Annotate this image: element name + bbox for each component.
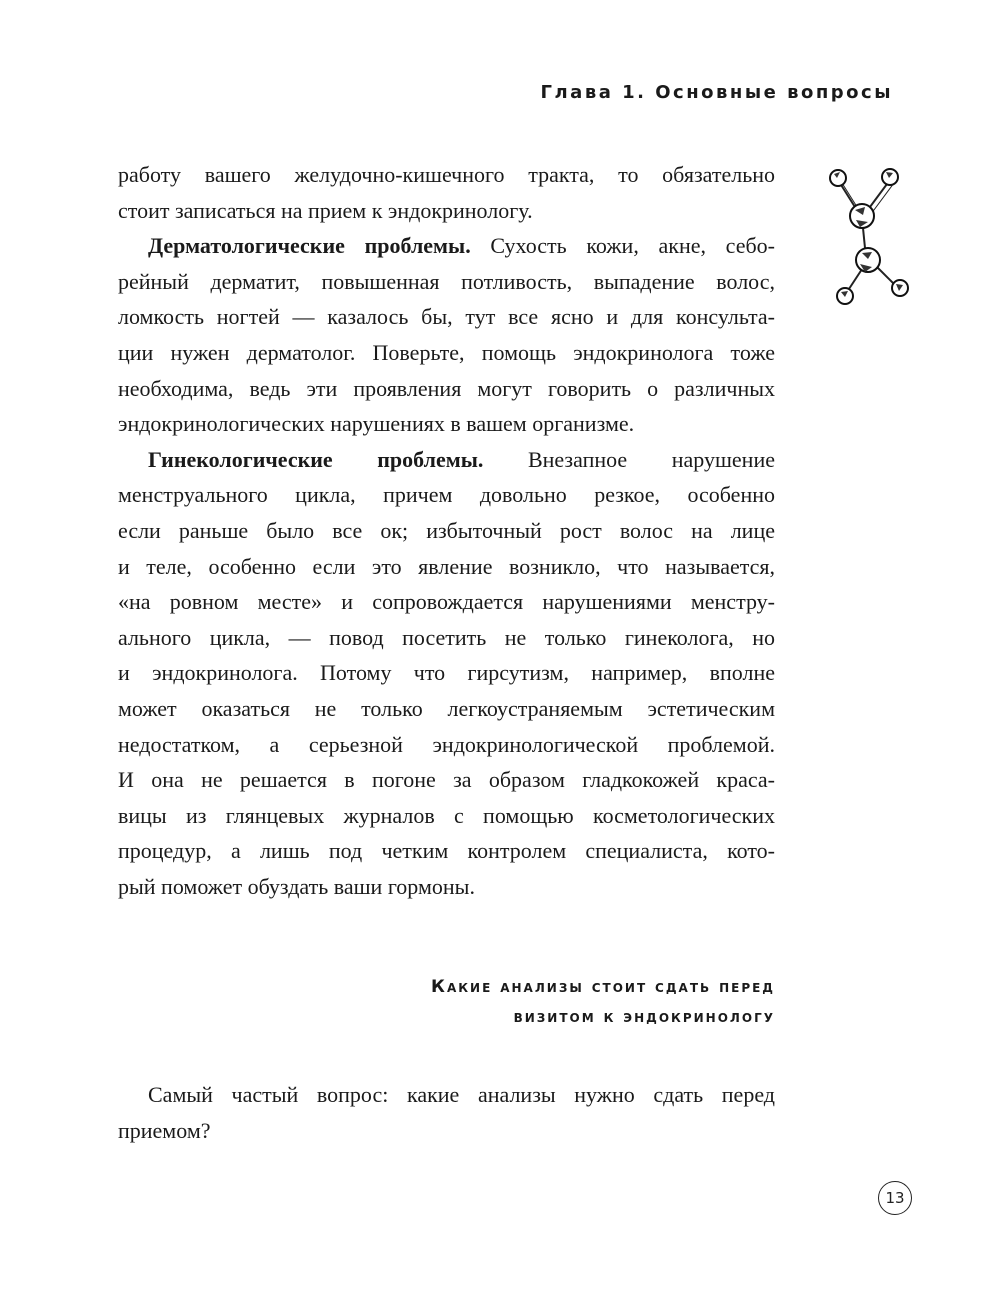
text-line: вицы из глянцевых журналов с помощью косметологических (118, 802, 775, 828)
text-line: недостатком, а серьезной эндокринологической проблемой. (118, 731, 775, 757)
text-line: «на ровном месте» и сопровождается нарушениями менстру- (118, 589, 775, 615)
text-line: менструального цикла, причем довольно резкое, особенно (118, 482, 775, 508)
text-line: необходима, ведь эти проявления могут говорить о различных (118, 375, 775, 401)
text-line: и эндокринолога. Потому что гирсутизм, например, вполне (118, 660, 775, 686)
closing-paragraph (118, 1077, 775, 1148)
section-heading-line: визитом к эндокринологу (513, 1007, 775, 1027)
text-line: стоит записаться на прием к эндокринологу. (118, 197, 533, 223)
text-line: И она не решается в погоне за образом гладкокожей краса- (118, 767, 775, 793)
text-line: процедур, а лишь под четким контролем специалиста, кото- (118, 838, 775, 864)
text-line: ломкость ногтей — казалось бы, тут все ясно и для консульта- (118, 304, 775, 330)
text-line: ции нужен дерматолог. Поверьте, помощь эндокринолога тоже (118, 339, 775, 365)
paragraph-dermatology: Дерматологические проблемы. Сухость кожи, акне, себо- (148, 233, 776, 259)
text-line: ального цикла, — повод посетить не только гинеколога, но (118, 624, 775, 650)
molecule-icon (820, 160, 920, 310)
text-line: Самый частый вопрос: какие анализы нужно сдать перед (148, 1082, 775, 1107)
text-line: приемом? (118, 1117, 211, 1143)
page-number: 13 (878, 1181, 912, 1215)
text-line: работу вашего желудочно-кишечного тракта, то обязательно (118, 162, 775, 187)
section-heading-line: Какие анализы стоит сдать перед (431, 977, 775, 997)
running-head: Глава 1. Основные вопросы (540, 82, 893, 103)
text-line: может оказаться не только легкоустраняемым эстетическим (118, 695, 775, 721)
gynecology-heading: Гинекологические проблемы. (148, 446, 484, 472)
text-line: и теле, особенно если это явление возникло, что называется, (118, 553, 775, 579)
text-line: рейный дерматит, повышенная потливость, выпадение волос, (118, 268, 775, 294)
section-heading (431, 972, 775, 1032)
text-line: эндокринологических нарушениях в вашем организме. (118, 411, 635, 437)
dermatology-heading: Дерматологические проблемы. (148, 233, 471, 259)
text-line: если раньше было все ок; избыточный рост волос на лице (118, 517, 775, 543)
text-line: рый поможет обуздать ваши гормоны. (118, 873, 475, 899)
paragraph-gynecology: Гинекологические проблемы. Внезапное нарушение (148, 446, 775, 472)
body-text (118, 157, 775, 904)
